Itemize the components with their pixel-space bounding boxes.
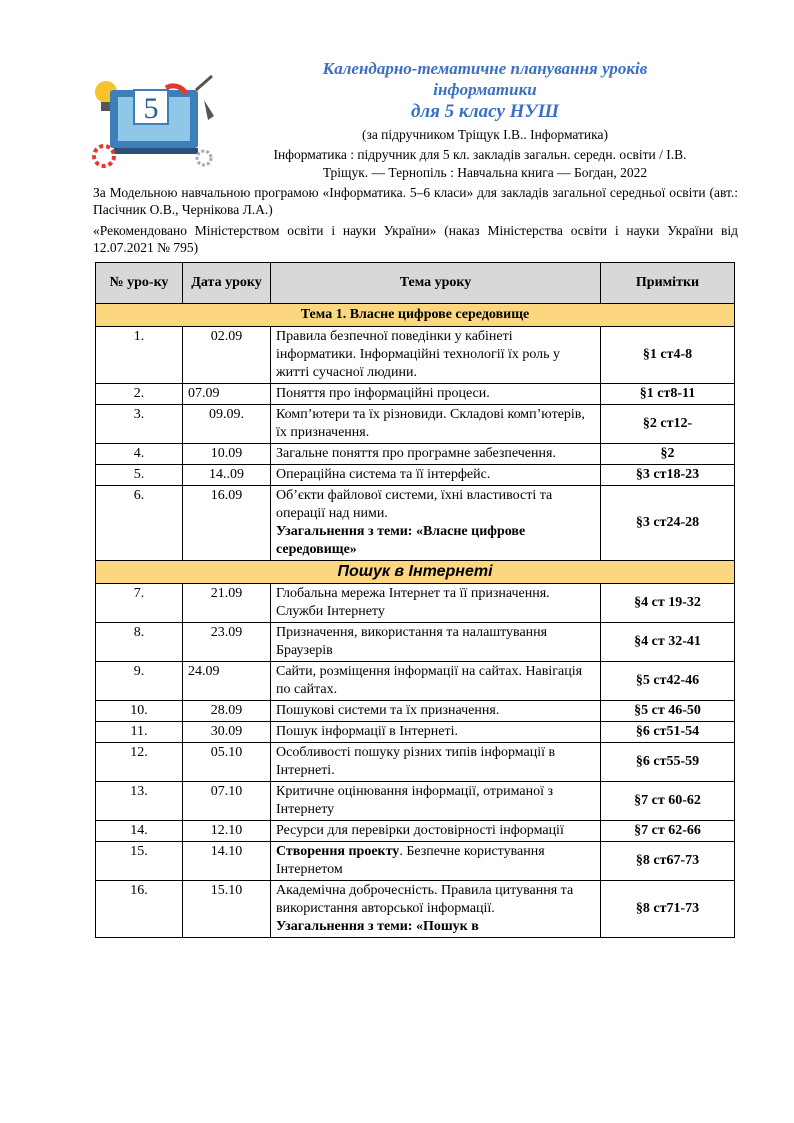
lesson-plan-table	[95, 262, 735, 938]
lesson-topic	[271, 842, 601, 881]
table-row	[96, 743, 735, 782]
table-row	[96, 384, 735, 405]
topic-text: Пошук інформації в Інтернеті.	[276, 724, 458, 739]
lesson-topic	[271, 405, 601, 444]
topic-text: Правила безпечної поведінки у кабінеті інформатики. Інформаційні технології їх роль у житті сучасної людини.	[276, 329, 561, 380]
table-row	[96, 584, 735, 623]
table-row	[96, 405, 735, 444]
section-heading-1	[96, 304, 735, 327]
topic-text: Поняття про інформаційні процеси.	[276, 386, 490, 401]
table-row	[96, 444, 735, 465]
lesson-date: 30.09	[183, 722, 271, 743]
topic-text: Особливості пошуку різних типів інформації в Інтернеті.	[276, 745, 556, 778]
topic-text: Ресурси для перевірки достовірності інформації	[276, 823, 564, 838]
topic-text: Глобальна мережа Інтернет та її призначення. Служби Інтернету	[276, 586, 550, 619]
lesson-date: 02.09	[183, 327, 271, 384]
lesson-date: 14.10	[183, 842, 271, 881]
lesson-date: 07.09	[183, 384, 271, 405]
lesson-topic	[271, 623, 601, 662]
lesson-topic	[271, 486, 601, 561]
lesson-topic	[271, 584, 601, 623]
table-row	[96, 722, 735, 743]
topic-summary: Узагальнення з теми: «Пошук в	[276, 919, 479, 934]
lesson-date: 28.09	[183, 701, 271, 722]
lesson-topic	[271, 701, 601, 722]
title-line-1: Календарно-тематичне планування уроків	[322, 59, 648, 78]
lesson-topic	[271, 444, 601, 465]
lesson-number: 10.	[96, 701, 183, 722]
topic-bold: Створення проекту	[276, 844, 400, 859]
lesson-notes: §3 ст18-23	[601, 465, 735, 486]
lesson-notes: §8 ст67-73	[601, 842, 735, 881]
topic-text: Операційна система та її інтерфейс.	[276, 467, 491, 482]
lesson-topic	[271, 722, 601, 743]
header-notes: Примітки	[601, 263, 735, 304]
lesson-notes: §1 ст4-8	[601, 327, 735, 384]
table-row	[96, 842, 735, 881]
topic-summary: Узагальнення з теми: «Власне цифрове середовище»	[276, 524, 526, 557]
table-row	[96, 327, 735, 384]
lesson-topic	[271, 743, 601, 782]
section-title: Пошук в Інтернеті	[96, 561, 735, 584]
topic-text: Академічна доброчесність. Правила цитування та використання авторської інформації.	[276, 883, 574, 916]
lesson-notes: §2 ст12-	[601, 405, 735, 444]
section-title: Тема 1. Власне цифрове середовище	[96, 304, 735, 327]
lesson-number: 11.	[96, 722, 183, 743]
lesson-date: 12.10	[183, 821, 271, 842]
table-row	[96, 821, 735, 842]
lesson-number: 7.	[96, 584, 183, 623]
table-row	[96, 465, 735, 486]
lesson-number: 12.	[96, 743, 183, 782]
lesson-date: 24.09	[183, 662, 271, 701]
topic-text: . Безпечне користування Інтернетом	[276, 844, 545, 877]
lesson-number: 6.	[96, 486, 183, 561]
topic-text: Пошукові системи та їх призначення.	[276, 703, 500, 718]
lesson-topic	[271, 782, 601, 821]
subtitle-line-3: Тріщук. — Тернопіль : Навчальна книга — Богдан, 2022	[322, 165, 648, 180]
informatics-logo	[92, 70, 222, 175]
table-row	[96, 662, 735, 701]
table-header-row	[96, 263, 735, 304]
lesson-date: 21.09	[183, 584, 271, 623]
lesson-notes: §1 ст8-11	[601, 384, 735, 405]
program-paragraph: За Модельною навчальною програмою «Інформатика. 5–6 класи» для закладів загальної середньої освіти (авт.: Пасічник О.В., Чернікова Л.А.)	[93, 185, 738, 217]
lesson-notes: §4 ст 19-32	[601, 584, 735, 623]
lesson-date: 14..09	[183, 465, 271, 486]
header-number: № уро-ку	[96, 263, 183, 304]
lesson-date: 10.09	[183, 444, 271, 465]
lesson-date: 16.09	[183, 486, 271, 561]
lesson-number: 14.	[96, 821, 183, 842]
topic-text: Об’єкти файлової системи, їхні властивості та операції над ними.	[276, 488, 553, 521]
table-row	[96, 623, 735, 662]
subtitle-line-1: (за підручником Тріщук І.В.. Інформатика)	[361, 127, 609, 142]
lesson-number: 3.	[96, 405, 183, 444]
lesson-topic	[271, 465, 601, 486]
lesson-notes: §4 ст 32-41	[601, 623, 735, 662]
lesson-number: 13.	[96, 782, 183, 821]
subtitle-line-2: Інформатика : підручник для 5 кл. закладів загальн. середн. освіти / І.В.	[273, 147, 687, 162]
lesson-notes: §6 ст55-59	[601, 743, 735, 782]
lesson-notes: §2	[601, 444, 735, 465]
lesson-number: 5.	[96, 465, 183, 486]
lesson-number: 4.	[96, 444, 183, 465]
lesson-number: 2.	[96, 384, 183, 405]
title-line-2: інформатики	[433, 80, 537, 99]
table-row	[96, 486, 735, 561]
lesson-notes: §7 ст 60-62	[601, 782, 735, 821]
lesson-date: 23.09	[183, 623, 271, 662]
table-row	[96, 881, 735, 938]
topic-text: Критичне оцінювання інформації, отриманої з Інтернету	[276, 784, 554, 817]
lesson-date: 15.10	[183, 881, 271, 938]
lesson-number: 9.	[96, 662, 183, 701]
lesson-notes: §6 ст51-54	[601, 722, 735, 743]
section-heading-2	[96, 561, 735, 584]
header-topic: Тема уроку	[271, 263, 601, 304]
table-row	[96, 701, 735, 722]
lesson-topic	[271, 327, 601, 384]
topic-text: Комп’ютери та їх різновиди. Складові комп’ютерів, їх призначення.	[276, 407, 585, 440]
lesson-notes: §5 ст 46-50	[601, 701, 735, 722]
lesson-number: 1.	[96, 327, 183, 384]
topic-text: Призначення, використання та налаштування Браузерів	[276, 625, 548, 658]
lesson-topic	[271, 384, 601, 405]
header-date: Дата уроку	[183, 263, 271, 304]
lesson-notes: §5 ст42-46	[601, 662, 735, 701]
lesson-notes: §8 ст71-73	[601, 881, 735, 938]
table-row	[96, 782, 735, 821]
svg-text:5: 5	[143, 92, 159, 125]
lesson-number: 8.	[96, 623, 183, 662]
lesson-notes: §7 ст 62-66	[601, 821, 735, 842]
lesson-number: 16.	[96, 881, 183, 938]
lesson-date: 05.10	[183, 743, 271, 782]
recommendation-paragraph: «Рекомендовано Міністерством освіти і науки України» (наказ Міністерства освіти і науки України від 12.07.2021 № 795)	[93, 223, 738, 255]
lesson-number: 15.	[96, 842, 183, 881]
lesson-date: 07.10	[183, 782, 271, 821]
lesson-topic	[271, 881, 601, 938]
lesson-topic	[271, 662, 601, 701]
topic-text: Сайти, розміщення інформації на сайтах. Навігація по сайтах.	[276, 664, 583, 697]
topic-text: Загальне поняття про програмне забезпечення.	[276, 446, 556, 461]
lesson-date: 09.09.	[183, 405, 271, 444]
lesson-topic	[271, 821, 601, 842]
lesson-notes: §3 ст24-28	[601, 486, 735, 561]
title-line-3: для 5 класу НУШ	[410, 101, 560, 122]
